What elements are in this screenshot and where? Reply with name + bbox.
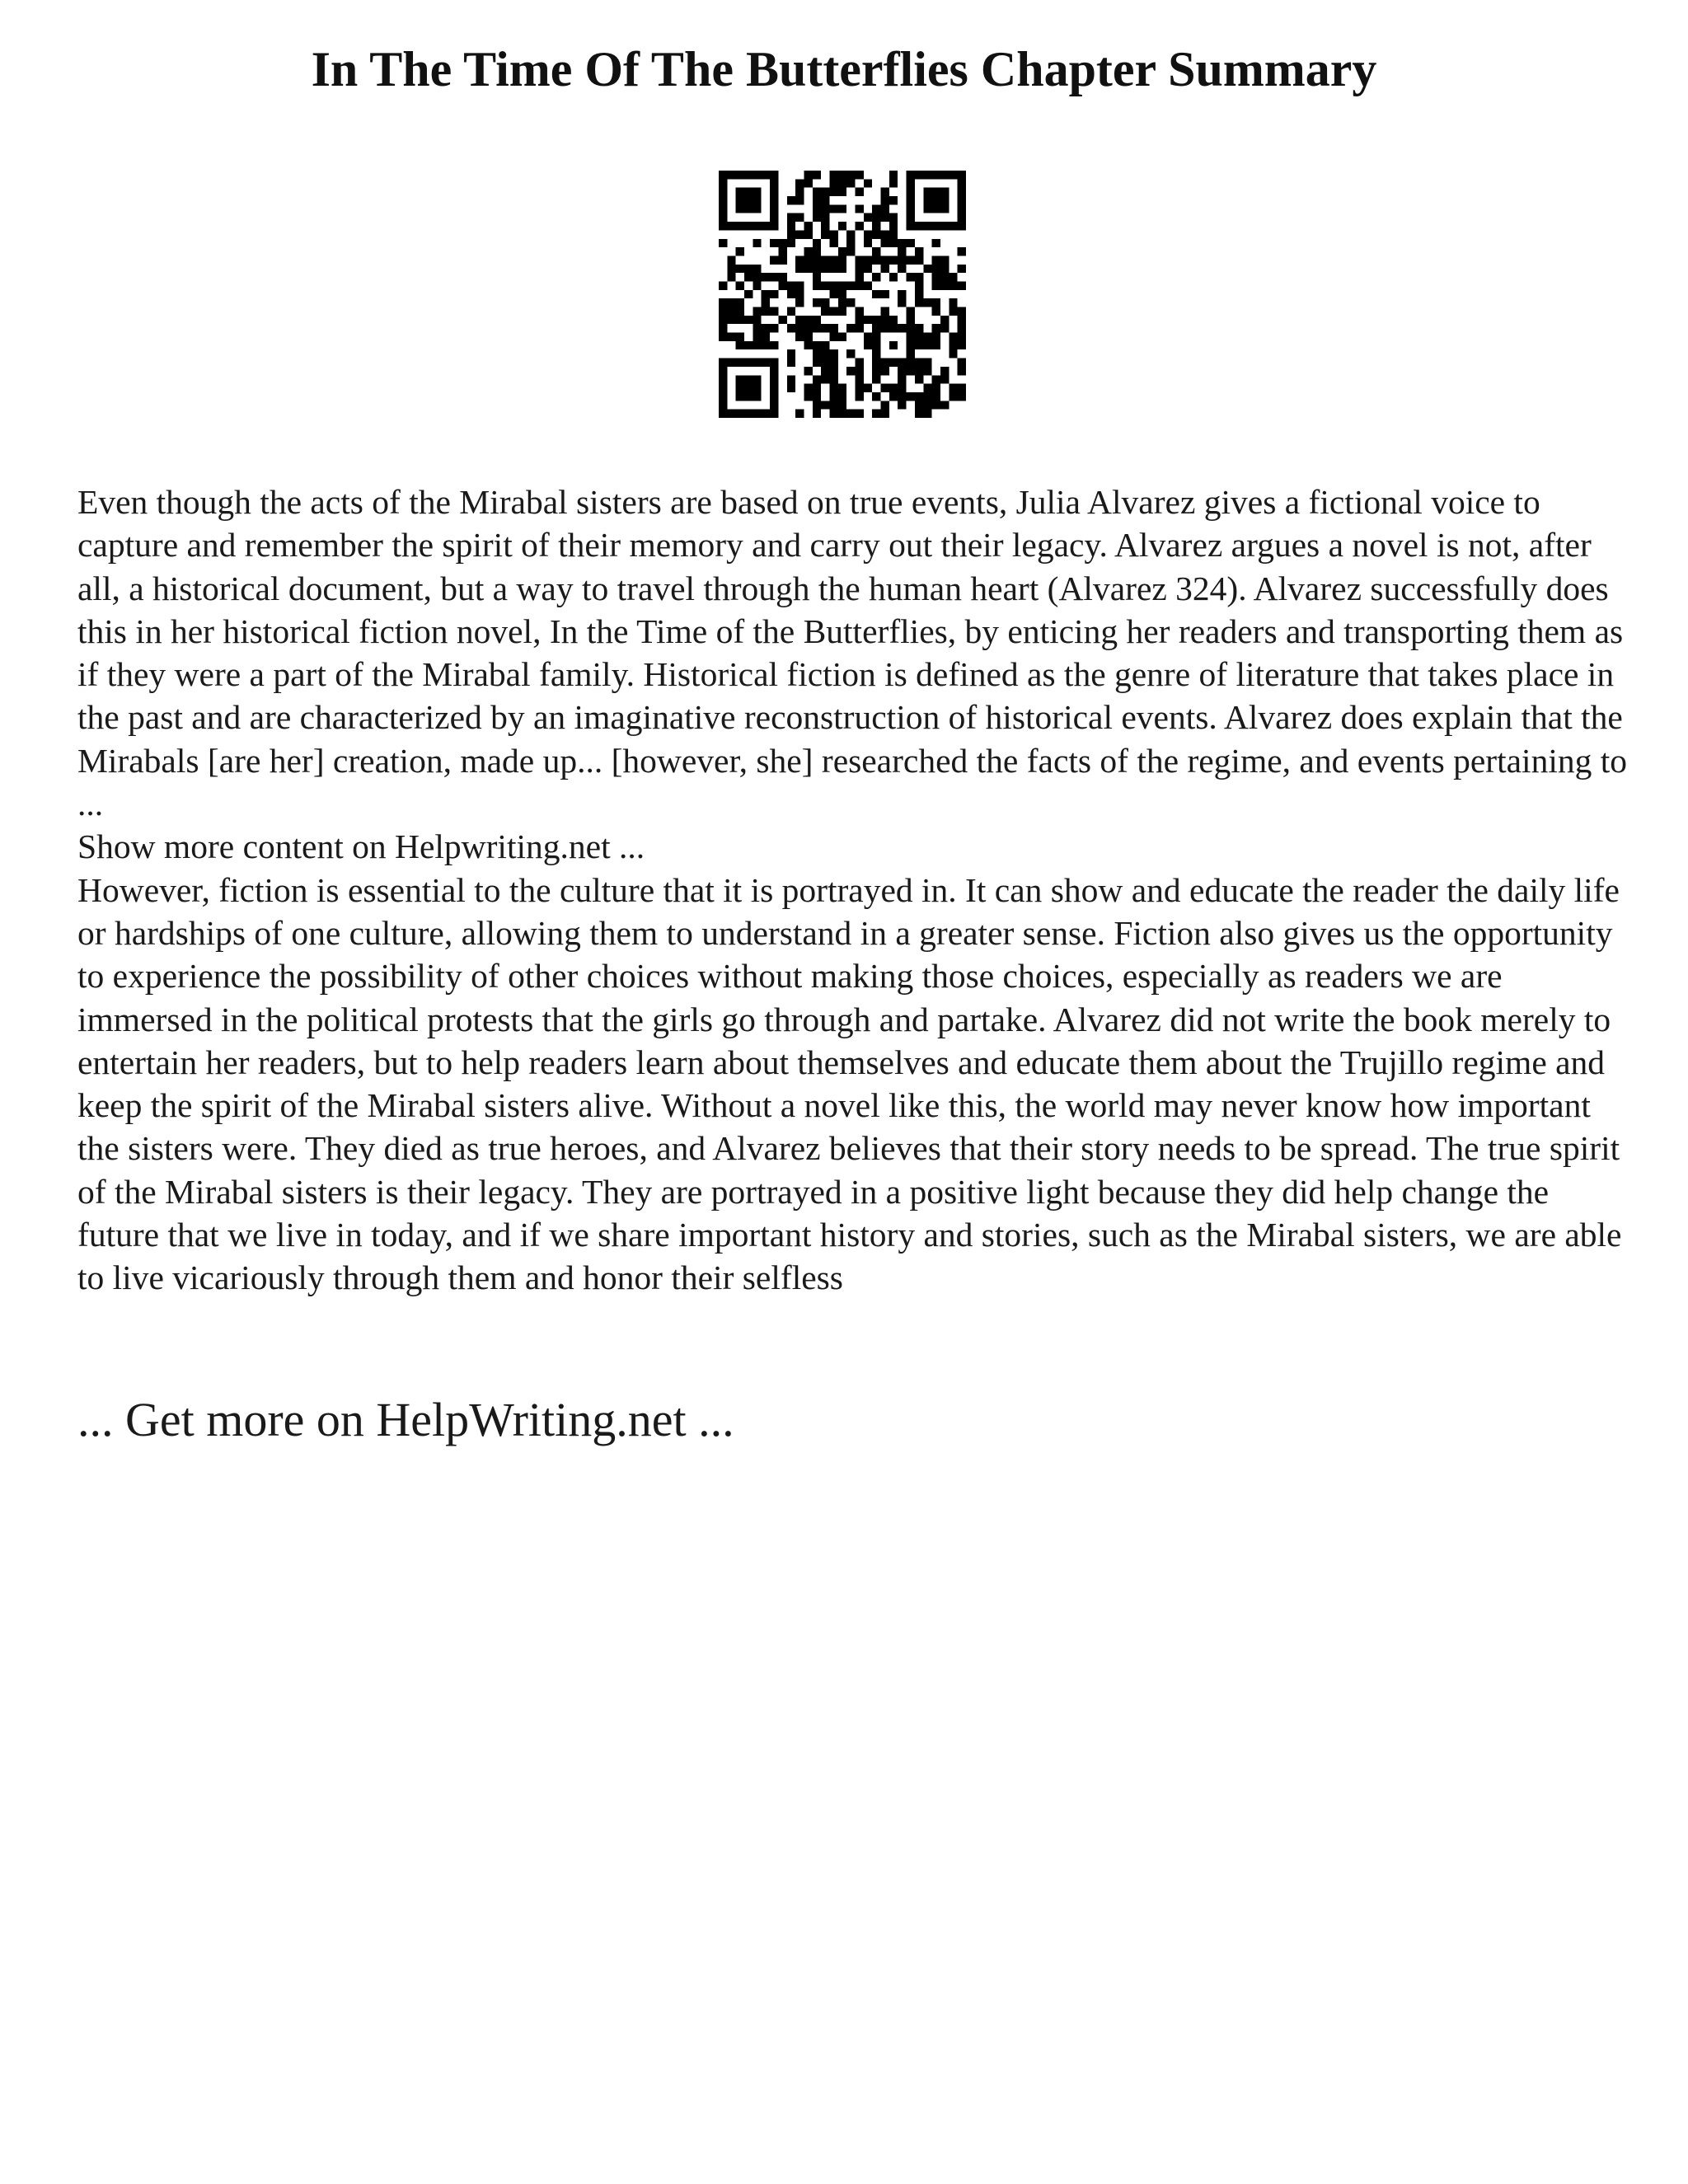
- paragraph-1: Even though the acts of the Mirabal sisters are based on true events, Julia Alvarez gives a fictional voice to capture and remember the spirit of their memory and carry out their legacy. Alvarez argues a novel is not, after all, a historical document, but a way to travel through the human heart (Alvarez 324). Alvarez successfully does this in her historical fiction novel, In the Time of the Butterflies, by enticing her readers and transporting them as if they were a part of the Mirabal family. Historical fiction is defined as the genre of literature that takes place in the past and are characterized by an imaginative reconstruction of historical events. Alvarez does explain that the Mirabals [are her] creation, made up... [however, she] researched the facts of the regime, and events pertaining to ...: [77, 483, 1628, 823]
- qr-code-icon[interactable]: [719, 171, 966, 418]
- show-more-link[interactable]: Show more content on Helpwriting.net ...: [77, 827, 645, 866]
- article-body: [77, 480, 1627, 1300]
- get-more-link[interactable]: ... Get more on HelpWriting.net ...: [77, 1393, 734, 1446]
- page-title: In The Time Of The Butterflies Chapter Summary: [311, 42, 1377, 96]
- paragraph-2: However, fiction is essential to the culture that it is portrayed in. It can show and educate the reader the daily life or hardships of one culture, allowing them to understand in a greater sense. Fiction also gives us the opportunity to experience the possibility of other choices without making those choices, especially as readers we are immersed in the political protests that the girls go through and partake. Alvarez did not write the book merely to entertain her readers, but to help readers learn about themselves and educate them about the Trujillo regime and keep the spirit of the Mirabal sisters alive. Without a novel like this, the world may never know how important the sisters were. They died as true heroes, and Alvarez believes that their story needs to be spread. The true spirit of the Mirabal sisters is their legacy. They are portrayed in a positive light because they did help change the future that we live in today, and if we share important history and stories, such as the Mirabal sisters, we are able to live vicariously through them and honor their selfless: [77, 870, 1622, 1297]
